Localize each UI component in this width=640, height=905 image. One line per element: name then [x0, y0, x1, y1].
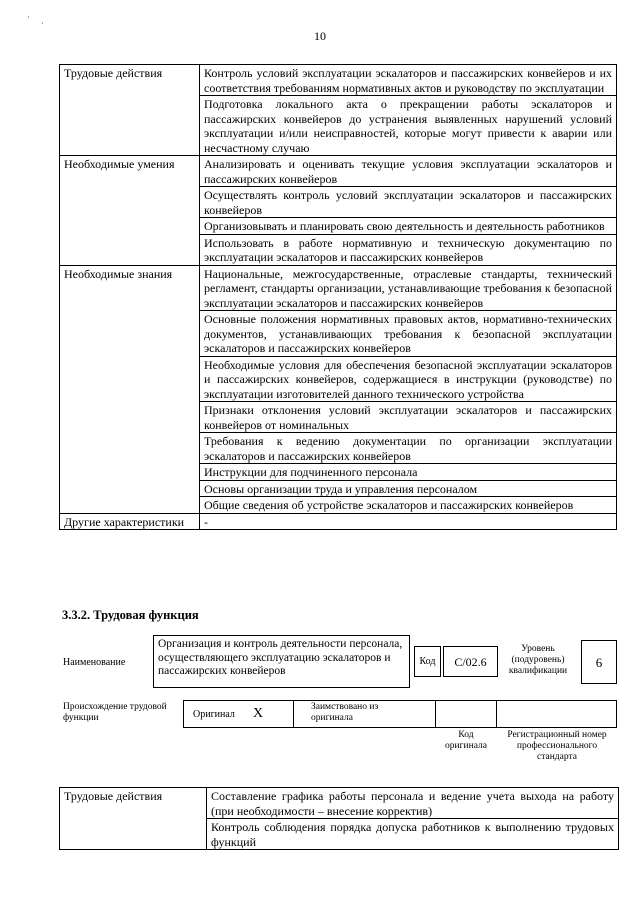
code-value-box: [443, 646, 498, 677]
reg-number-label: Регистрационный номер профессионального стандарта: [507, 730, 607, 762]
row-label: Необходимые умения: [60, 156, 200, 266]
table-cell: Инструкции для подчиненного персонала: [200, 464, 617, 481]
table-row: [60, 156, 617, 187]
code-value: C/02.6: [454, 655, 487, 669]
table-cell: Необходимые условия для обеспечения безопасной эксплуатации эскалаторов и пассажирских конвейеров, содержащиеся в инструкции (руководстве) по эксплуатации изготовителей данного технического устройства: [200, 356, 617, 402]
table-cell: Осуществлять контроль условий эксплуатации эскалаторов и пассажирских конвейеров: [200, 187, 617, 218]
function-name-value: Организация и контроль деятельности персонала, осуществляющего эксплуатацию эскалаторов и пассажирских конвейеров: [158, 638, 403, 677]
table-cell: Использовать в работе нормативную и техническую документацию по эксплуатации эскалаторов и пассажирских конвейеров: [200, 234, 617, 265]
table-row: [60, 513, 617, 530]
table-cell: Признаки отклонения условий эксплуатации эскалаторов и пассажирских конвейеров от номинальных: [200, 402, 617, 433]
table-cell: Требования к ведению документации по организации эксплуатации эскалаторов и пассажирских конвейеров: [200, 433, 617, 464]
page-number: 10: [314, 29, 326, 43]
row-label: Другие характеристики: [60, 513, 200, 530]
table-cell: Основные положения нормативных правовых актов, нормативно-технических документов, устанавливающих требования к безопасной эксплуатации эскалаторов и пассажирских конвейеров: [200, 311, 617, 357]
table-cell: Основы организации труда и управления персоналом: [200, 480, 617, 497]
row-label: Необходимые знания: [60, 265, 200, 513]
table-cell: Общие сведения об устройстве эскалаторов и пассажирских конвейеров: [200, 497, 617, 514]
table-cell: Составление графика работы персонала и ведение учета выхода на работу (при необходимости – внесение корректив): [207, 788, 619, 819]
table-row: [60, 265, 617, 311]
origin-label: Происхождение трудовой функции: [63, 702, 167, 723]
scan-mark: ·: [27, 13, 30, 22]
borrowed-cell: [293, 700, 436, 728]
section-heading: 3.3.2. Трудовая функция: [62, 608, 199, 622]
requirements-table-2: [59, 787, 619, 850]
borrowed-label: Заимствовано из оригинала: [311, 702, 379, 723]
table-cell: Национальные, межгосударственные, отраслевые стандарты, технический регламент, стандарты организации, устанавливающие требования к безопасной эксплуатации эскалаторов и пассажирских конвейеров: [200, 265, 617, 311]
row-label: Трудовые действия: [60, 788, 207, 850]
row-label: Трудовые действия: [60, 65, 200, 156]
code-label-box: [414, 646, 441, 677]
code-label: Код: [419, 656, 436, 667]
table-cell: -: [200, 513, 617, 530]
original-mark: X: [253, 706, 264, 721]
level-value: 6: [595, 655, 603, 670]
original-label: Оригинал: [193, 709, 235, 720]
level-value-box: [581, 640, 617, 684]
original-cell: [183, 700, 294, 728]
code-original-cell: [435, 700, 497, 728]
name-label: Наименование: [63, 657, 126, 668]
table-cell: Контроль соблюдения порядка допуска работников к выполнению трудовых функций: [207, 819, 619, 850]
reg-number-cell: [496, 700, 617, 728]
table-cell: Контроль условий эксплуатации эскалаторов и пассажирских конвейеров и их соответствия требованиям нормативных актов и руководству по эксплуатации: [200, 65, 617, 96]
table-row: [60, 65, 617, 96]
requirements-table: [59, 64, 617, 530]
table-row: [60, 788, 619, 819]
code-original-label: Код оригинала: [445, 730, 487, 751]
function-name-box: [153, 635, 410, 688]
table-cell: Организовывать и планировать свою деятельность и деятельность работников: [200, 218, 617, 235]
scan-mark: ·: [41, 19, 44, 28]
level-label: Уровень (подуровень) квалификации: [508, 644, 568, 676]
table-cell: Анализировать и оценивать текущие условия эксплуатации эскалаторов и пассажирских конвейеров: [200, 156, 617, 187]
table-cell: Подготовка локального акта о прекращении работы эскалаторов и пассажирских конвейеров до устранения выявленных нарушений условий эксплуатации и/или неисправностей, которые могут привести к аварии или несчастному случаю: [200, 96, 617, 156]
